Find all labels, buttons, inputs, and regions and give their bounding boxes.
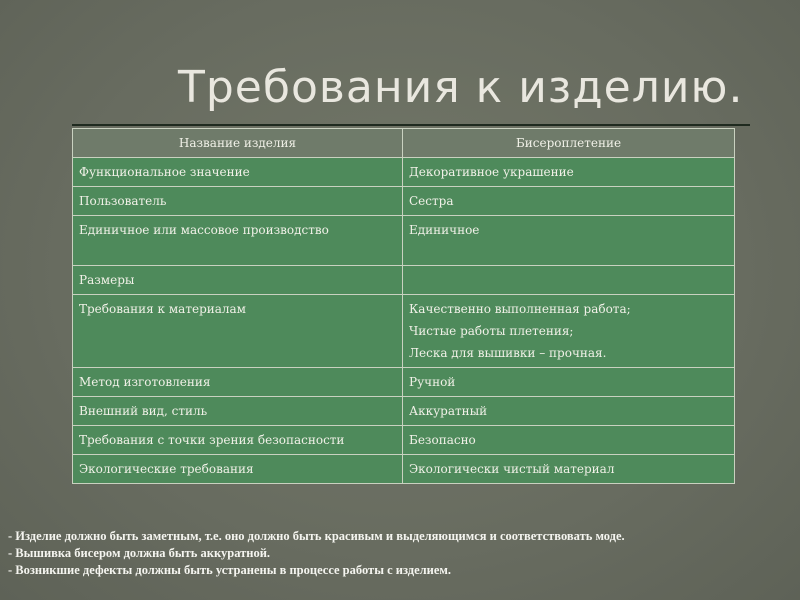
table-row — [73, 295, 735, 368]
row-label: Размеры — [73, 266, 403, 295]
material-line: Леска для вышивки – прочная. — [409, 346, 607, 360]
title-divider — [72, 124, 750, 126]
table-row — [73, 187, 735, 216]
slide-title: Требования к изделию. — [178, 62, 744, 113]
table-row — [73, 455, 735, 484]
note-line: - Вышивка бисером должна быть аккуратной. — [8, 546, 271, 560]
row-value: Ручной — [403, 368, 735, 397]
row-value: Единичное — [403, 216, 735, 266]
row-label: Пользователь — [73, 187, 403, 216]
requirements-notes — [8, 528, 793, 579]
row-value: Безопасно — [403, 426, 735, 455]
table-row — [73, 397, 735, 426]
requirements-table — [72, 128, 735, 484]
row-label: Требования с точки зрения безопасности — [73, 426, 403, 455]
row-value — [403, 295, 735, 368]
table-header-row — [73, 129, 735, 158]
table-row — [73, 216, 735, 266]
header-product-name: Название изделия — [73, 129, 403, 158]
row-label: Экологические требования — [73, 455, 403, 484]
table-row — [73, 266, 735, 295]
material-line: Чистые работы плетения; — [409, 324, 574, 338]
row-value: Декоративное украшение — [403, 158, 735, 187]
row-value — [403, 266, 735, 295]
table-row — [73, 368, 735, 397]
note-line: - Возникшие дефекты должны быть устранены в процессе работы с изделием. — [8, 563, 452, 577]
table-row — [73, 158, 735, 187]
row-value: Сестра — [403, 187, 735, 216]
header-product-value: Бисероплетение — [403, 129, 735, 158]
note-line: - Изделие должно быть заметным, т.е. оно должно быть красивым и выделяющимся и соответствовать моде. — [8, 529, 625, 543]
row-value: Экологически чистый материал — [403, 455, 735, 484]
row-label: Функциональное значение — [73, 158, 403, 187]
row-label: Метод изготовления — [73, 368, 403, 397]
row-value: Аккуратный — [403, 397, 735, 426]
material-line: Качественно выполненная работа; — [409, 302, 631, 316]
table-row — [73, 426, 735, 455]
row-label: Внешний вид, стиль — [73, 397, 403, 426]
row-label: Требования к материалам — [73, 295, 403, 368]
row-label: Единичное или массовое производство — [73, 216, 403, 266]
